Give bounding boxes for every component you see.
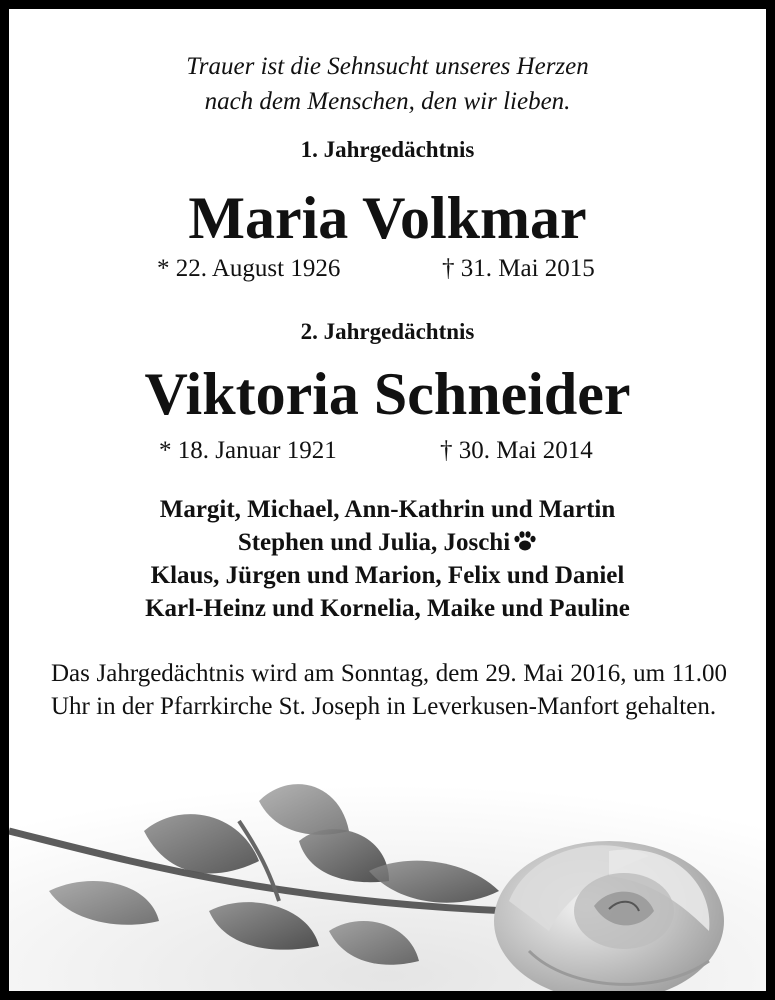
deceased-name-1: Maria Volkmar [188, 185, 587, 251]
death-date-2: † 30. Mai 2014 [440, 437, 593, 464]
family-line-3: Klaus, Jürgen und Marion, Felix und Daniel [150, 562, 625, 589]
death-date-1: † 31. Mai 2015 [442, 255, 595, 282]
anniversary-label-1: 1. Jahrgedächtnis [300, 137, 475, 162]
family-signatures [9, 493, 766, 625]
birth-date-2: * 18. Januar 1921 [159, 437, 337, 464]
family-line-2 [9, 526, 766, 559]
memorial-quote [9, 49, 766, 119]
family-line-1: Margit, Michael, Ann-Kathrin und Martin [159, 496, 616, 523]
family-line-4: Karl-Heinz und Kornelia, Maike und Pauline [145, 595, 630, 622]
deceased-name-2: Viktoria Schneider [144, 361, 631, 427]
family-line-2-text: Stephen und Julia, Joschi [237, 529, 511, 556]
anniversary-label-2: 2. Jahrgedächtnis [300, 319, 475, 344]
quote-line-2: nach dem Menschen, den wir lieben. [204, 88, 571, 115]
birth-date-1: * 22. August 1926 [157, 255, 341, 282]
rose-image [9, 761, 766, 1000]
quote-line-1: Trauer ist die Sehnsucht unseres Herzen [186, 53, 589, 80]
service-announcement: Das Jahrgedächtnis wird am Sonntag, dem 29. Mai 2016, um 11.00 Uhr in der Pfarrkirche St. Joseph in Leverkusen-Manfort gehalten. [51, 660, 727, 720]
paw-icon [513, 530, 537, 552]
